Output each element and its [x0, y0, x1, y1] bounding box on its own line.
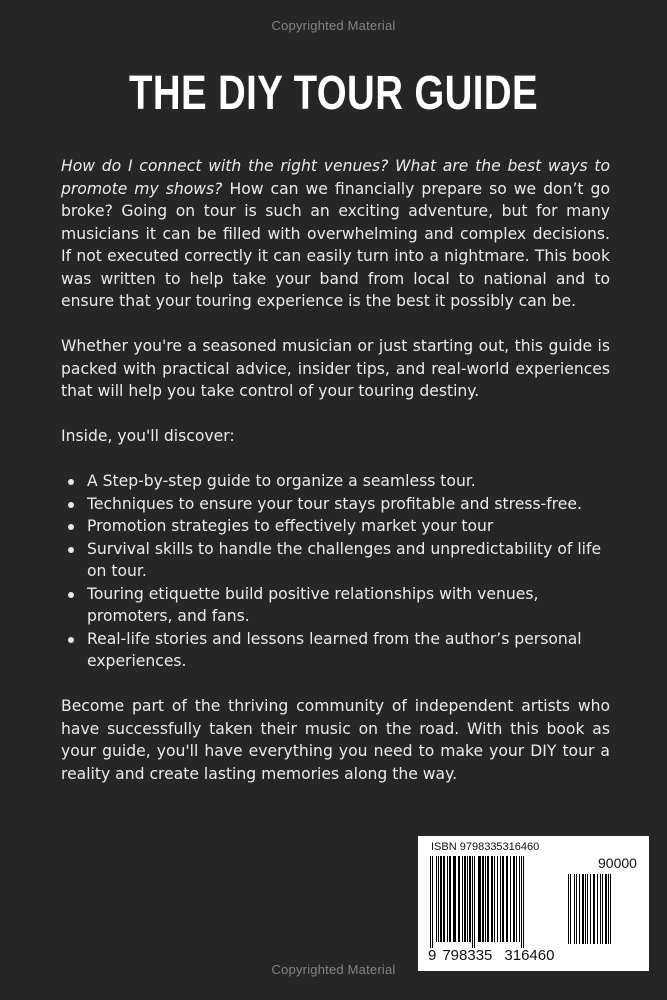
list-item: Promotion strategies to effectively market your tour: [61, 515, 610, 538]
intro-italic-questions: How do I connect with the right venues? What are the best ways to promote my shows?: [61, 157, 610, 198]
isbn-barcode: [418, 836, 649, 971]
watermark-top: Copyrighted Material: [271, 18, 396, 33]
list-item: Real-life stories and lessons learned from the author’s personal experiences.: [61, 628, 610, 673]
inside-heading: Inside, you'll discover:: [61, 427, 235, 445]
barcode-digits-right: 316460: [504, 947, 555, 964]
barcode-bars: [428, 856, 560, 950]
barcode-digits-left: 798335: [442, 947, 493, 964]
book-title: THE DIY TOUR GUIDE: [128, 67, 539, 120]
price-code: 90000: [598, 855, 637, 871]
intro-paragraph: [61, 155, 610, 313]
list-item: Touring etiquette build positive relationships with venues, promoters, and fans.: [61, 583, 610, 628]
discover-list: [61, 470, 610, 673]
barcode-digit-lead: 9: [428, 947, 437, 964]
watermark-bottom: Copyrighted Material: [271, 962, 396, 977]
list-item: Survival skills to handle the challenges and unpredictability of life on tour.: [61, 538, 610, 583]
list-item: A Step-by-step guide to organize a seamless tour.: [61, 470, 610, 493]
list-item: Techniques to ensure your tour stays profitable and stress-free.: [61, 493, 610, 516]
paragraph-guide: Whether you're a seasoned musician or just starting out, this guide is packed with practical advice, insider tips, and real-world experiences that will help you take control of your touring destiny.: [61, 337, 610, 400]
back-cover-text: [61, 155, 610, 808]
intro-text: How can we financially prepare so we don’t go broke? Going on tour is such an exciting adventure, but for many musicians it can be filled with overwhelming and complex decisions. If not executed correctly it can easily turn into a nightmare. This book was written to help take your band from local to national and to ensure that your touring experience is the best it possibly can be.: [61, 179, 611, 310]
isbn-label: ISBN 9798335316460: [431, 841, 540, 853]
barcode-addon-bars: [566, 874, 638, 950]
closing-paragraph: Become part of the thriving community of independent artists who have successfully taken their music on the road. With this book as your guide, you'll have everything you need to make your DIY tour a reality and create lasting memories along the way.: [61, 697, 610, 783]
